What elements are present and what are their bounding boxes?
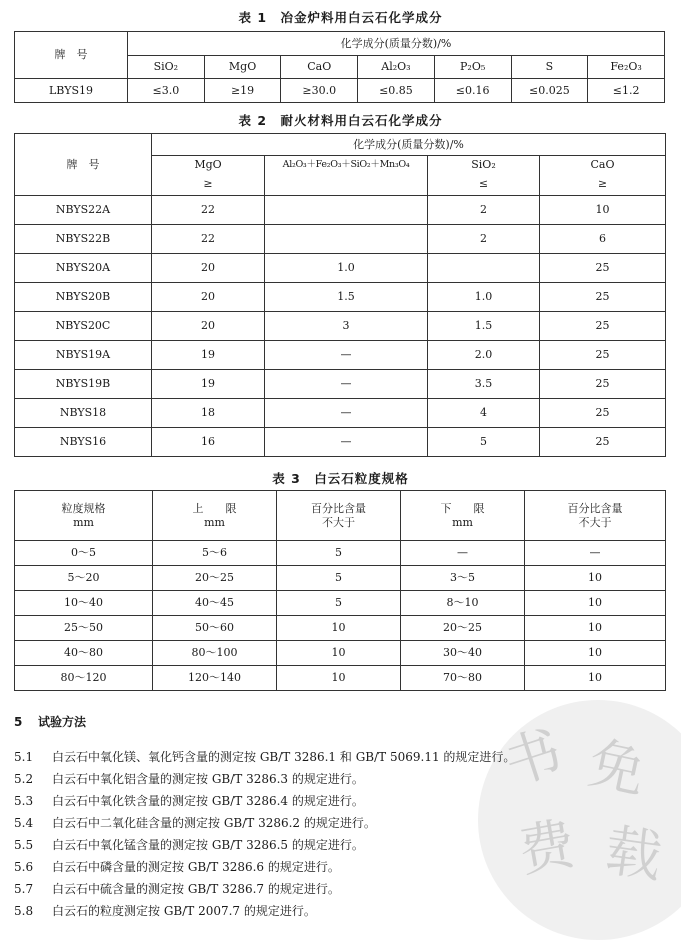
table2-col-symbol: ≥ <box>152 174 265 196</box>
table-cell: — <box>265 341 428 370</box>
table-cell: 80～120 <box>15 666 153 691</box>
table-cell: 1.5 <box>265 283 428 312</box>
table-cell: 10 <box>540 196 666 225</box>
table-cell: NBYS18 <box>15 399 152 428</box>
table-cell: 1.0 <box>428 283 540 312</box>
table-cell: ≤0.16 <box>434 79 511 103</box>
table-cell: 25 <box>540 399 666 428</box>
table-row <box>15 254 666 283</box>
table-cell: 6 <box>540 225 666 254</box>
table1-col-header: Al₂O₃ <box>358 56 435 79</box>
table1-col-header: S <box>511 56 588 79</box>
section-item: 5.1 白云石中氧化镁、氧化钙含量的测定按 GB/T 3286.1 和 GB/T 5069.11 的规定进行。 <box>14 750 516 764</box>
table-cell: ≤0.025 <box>511 79 588 103</box>
table-cell: NBYS19A <box>15 341 152 370</box>
table-cell: 10 <box>525 641 666 666</box>
table-cell: 5～20 <box>15 566 153 591</box>
table-cell: — <box>525 541 666 566</box>
table-cell: 20 <box>152 312 265 341</box>
table-cell: 1.5 <box>428 312 540 341</box>
table-cell: 4 <box>428 399 540 428</box>
table-cell: 20～25 <box>153 566 277 591</box>
table-cell: 80～100 <box>153 641 277 666</box>
table-row <box>15 591 666 616</box>
table-cell: 10 <box>525 591 666 616</box>
table1-brand-header: 牌 号 <box>15 32 128 79</box>
seal-glyph: 载 <box>601 818 666 891</box>
table-cell: 10～40 <box>15 591 153 616</box>
table3 <box>14 490 666 691</box>
table-row <box>15 283 666 312</box>
table-cell: — <box>265 370 428 399</box>
table-cell: 19 <box>152 370 265 399</box>
section-item: 5.2 白云石中氧化铝含量的测定按 GB/T 3286.3 的规定进行。 <box>14 772 364 786</box>
table-cell: — <box>265 399 428 428</box>
table-cell: — <box>401 541 525 566</box>
table-row <box>15 196 666 225</box>
table-row <box>15 399 666 428</box>
table2-col-header: CaO <box>540 156 666 174</box>
table-cell: 5～6 <box>153 541 277 566</box>
table-cell: 40～45 <box>153 591 277 616</box>
table-cell: 10 <box>277 616 401 641</box>
table-cell: 22 <box>152 196 265 225</box>
table-cell: NBYS19B <box>15 370 152 399</box>
table2-col-symbol <box>265 174 428 196</box>
section-item: 5.7 白云石中硫含量的测定按 GB/T 3286.7 的规定进行。 <box>14 882 340 896</box>
table1-col-header: Fe₂O₃ <box>588 56 665 79</box>
seal-glyph: 书 <box>496 718 571 798</box>
table-row <box>15 79 665 103</box>
table-cell: 25 <box>540 312 666 341</box>
table3-col-header: 上 限 mm <box>153 491 277 541</box>
table-cell: 20 <box>152 254 265 283</box>
seal-glyph: 免 <box>582 730 652 807</box>
table-cell: — <box>265 428 428 457</box>
table-row <box>15 312 666 341</box>
table-cell: 8～10 <box>401 591 525 616</box>
table-cell: 5 <box>277 566 401 591</box>
table-cell: ≥30.0 <box>281 79 358 103</box>
table3-col-header: 百分比含量 不大于 <box>525 491 666 541</box>
table-cell: ≥19 <box>204 79 281 103</box>
table2-col-header: MgO <box>152 156 265 174</box>
table-cell: 2 <box>428 196 540 225</box>
table-cell <box>265 225 428 254</box>
section-item: 5.5 白云石中氧化锰含量的测定按 GB/T 3286.5 的规定进行。 <box>14 838 364 852</box>
table-cell: 40～80 <box>15 641 153 666</box>
section-item: 5.6 白云石中磷含量的测定按 GB/T 3286.6 的规定进行。 <box>14 860 340 874</box>
table-row <box>15 666 666 691</box>
table-cell: 25 <box>540 254 666 283</box>
table2-title: 表 2 耐火材料用白云石化学成分 <box>238 113 443 128</box>
table-row <box>15 341 666 370</box>
table3-title: 表 3 白云石粒度规格 <box>272 471 409 486</box>
table-cell: 18 <box>152 399 265 428</box>
table1-col-header: MgO <box>204 56 281 79</box>
table2-col-header: Al₂O₃＋Fe₂O₃＋SiO₂＋Mn₃O₄ <box>265 156 428 174</box>
table-cell: ≤1.2 <box>588 79 665 103</box>
table-row <box>15 541 666 566</box>
table-cell: 25～50 <box>15 616 153 641</box>
table-cell: 2 <box>428 225 540 254</box>
section-item: 5.8 白云石的粒度测定按 GB/T 2007.7 的规定进行。 <box>14 904 316 918</box>
section-heading: 5 试验方法 <box>14 715 87 729</box>
table-row <box>15 225 666 254</box>
table-row <box>15 641 666 666</box>
table-cell: 3 <box>265 312 428 341</box>
table-row <box>15 370 666 399</box>
table2-col-symbol: ≥ <box>540 174 666 196</box>
table2 <box>14 133 666 457</box>
table3-col-header: 下 限 mm <box>401 491 525 541</box>
seal-glyph: 费 <box>513 811 580 886</box>
table-cell: 10 <box>525 566 666 591</box>
table2-col-symbol: ≤ <box>428 174 540 196</box>
table-cell <box>265 196 428 225</box>
table1-col-header: SiO₂ <box>128 56 205 79</box>
table-cell: 10 <box>525 616 666 641</box>
table-cell: 10 <box>277 666 401 691</box>
table-cell: NBYS16 <box>15 428 152 457</box>
table-cell: NBYS20C <box>15 312 152 341</box>
table-cell: 3.5 <box>428 370 540 399</box>
table-cell: 3～5 <box>401 566 525 591</box>
table-cell: NBYS20B <box>15 283 152 312</box>
table1-composition-header: 化学成分(质量分数)/% <box>128 32 665 56</box>
table-cell: 25 <box>540 370 666 399</box>
table2-col-header: SiO₂ <box>428 156 540 174</box>
table-cell: 19 <box>152 341 265 370</box>
table-cell: LBYS19 <box>15 79 128 103</box>
table2-brand-header: 牌 号 <box>15 134 152 196</box>
table-cell: ≤0.85 <box>358 79 435 103</box>
table1 <box>14 31 665 103</box>
table-row <box>15 566 666 591</box>
table-cell: 25 <box>540 428 666 457</box>
table-cell: NBYS22A <box>15 196 152 225</box>
table-cell: 22 <box>152 225 265 254</box>
table-cell: 20～25 <box>401 616 525 641</box>
table-cell: 120～140 <box>153 666 277 691</box>
table-cell: 70～80 <box>401 666 525 691</box>
table-cell: 5 <box>277 591 401 616</box>
table2-composition-header: 化学成分(质量分数)/% <box>152 134 666 156</box>
table-row <box>15 616 666 641</box>
table-cell: ≤3.0 <box>128 79 205 103</box>
table3-header-row <box>15 491 666 541</box>
table1-col-header: P₂O₅ <box>434 56 511 79</box>
table3-col-header: 百分比含量 不大于 <box>277 491 401 541</box>
table-row <box>15 428 666 457</box>
table-cell: NBYS22B <box>15 225 152 254</box>
table1-title: 表 1 冶金炉料用白云石化学成分 <box>238 10 443 25</box>
table-cell: 25 <box>540 341 666 370</box>
table-cell: 1.0 <box>265 254 428 283</box>
section-item: 5.4 白云石中二氧化硅含量的测定按 GB/T 3286.2 的规定进行。 <box>14 816 376 830</box>
watermark-seal-icon <box>478 700 681 940</box>
table-cell: 5 <box>428 428 540 457</box>
section-item: 5.3 白云石中氧化铁含量的测定按 GB/T 3286.4 的规定进行。 <box>14 794 364 808</box>
table-cell: 10 <box>277 641 401 666</box>
table-cell: 30～40 <box>401 641 525 666</box>
table3-col-header: 粒度规格 mm <box>15 491 153 541</box>
table-cell: 0～5 <box>15 541 153 566</box>
table-cell: 2.0 <box>428 341 540 370</box>
table-cell: 25 <box>540 283 666 312</box>
table-cell: 50～60 <box>153 616 277 641</box>
table-cell <box>428 254 540 283</box>
table-cell: 20 <box>152 283 265 312</box>
table-cell: NBYS20A <box>15 254 152 283</box>
table-cell: 10 <box>525 666 666 691</box>
table-cell: 16 <box>152 428 265 457</box>
table1-col-header: CaO <box>281 56 358 79</box>
table-cell: 5 <box>277 541 401 566</box>
